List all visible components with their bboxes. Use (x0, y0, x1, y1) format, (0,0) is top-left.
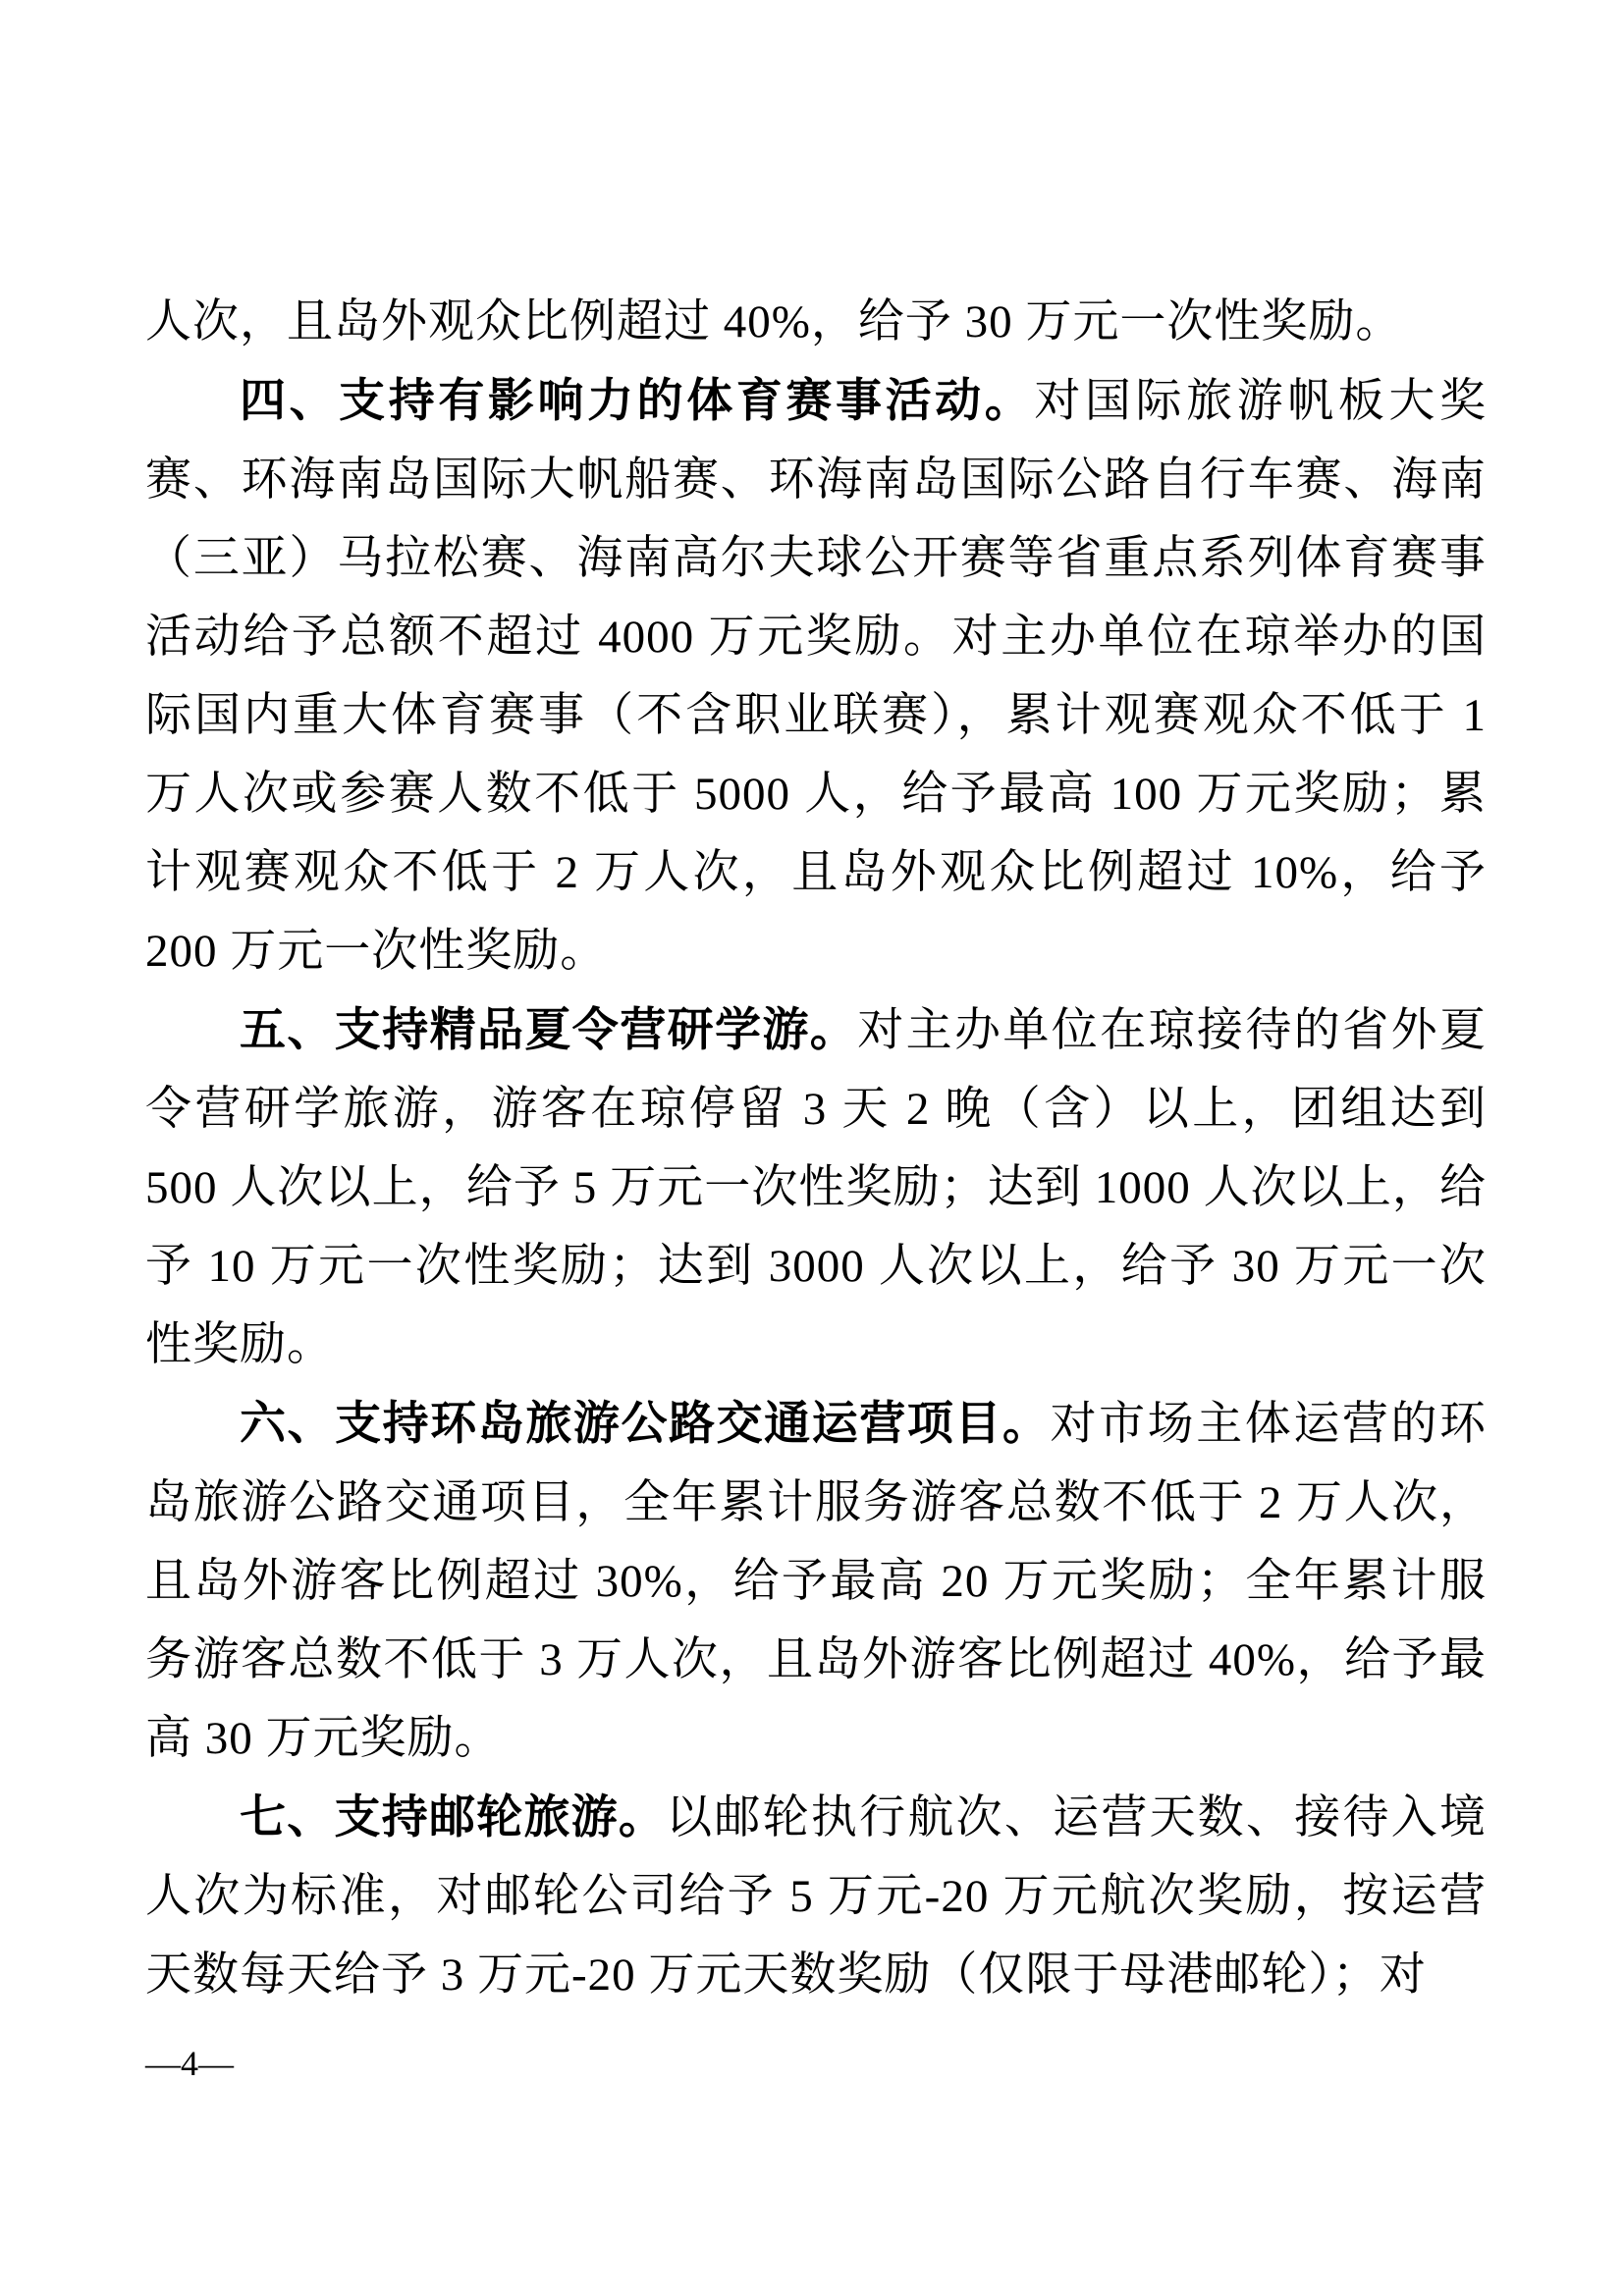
paragraph-item-5 (145, 990, 1487, 1384)
paragraph-heading: 七、支持邮轮旅游。 (240, 1790, 667, 1842)
paragraph-text: 以邮轮执行航次、运营天数、接待入境人次为标准，对邮轮公司给予 5 万元-20 万元航次奖励，按运营天数每天给予 3 万元-20 万元天数奖励（仅限于母港邮轮）；对 (145, 1792, 1488, 2001)
paragraph-heading: 五、支持精品夏令营研学游。 (240, 1003, 858, 1055)
paragraph-item-4 (145, 361, 1487, 990)
paragraph-text: 对主办单位在琼接待的省外夏令营研学旅游，游客在琼停留 3 天 2 晚（含）以上，团组达到 500 人次以上，给予 5 万元一次性奖励；达到 1000 人次以上，给予 10 万元一次性奖励；达到 3000 人次以上，给予 30 万元一次性奖励。 (145, 1005, 1488, 1370)
paragraph-text: 人次，且岛外观众比例超过 40%，给予 30 万元一次性奖励。 (145, 296, 1403, 347)
paragraph-item-6 (145, 1384, 1487, 1778)
paragraph-continuation (145, 283, 1487, 361)
document-body (145, 283, 1487, 2014)
paragraph-text: 对市场主体运营的环岛旅游公路交通项目，全年累计服务游客总数不低于 2 万人次，且岛外游客比例超过 30%，给予最高 20 万元奖励；全年累计服务游客总数不低于 3 万人次，且岛外游客比例超过 40%，给予最高 30 万元奖励。 (145, 1399, 1488, 1764)
paragraph-heading: 六、支持环岛旅游公路交通运营项目。 (240, 1397, 1051, 1449)
paragraph-heading: 四、支持有影响力的体育赛事活动。 (240, 374, 1035, 426)
paragraph-item-7 (145, 1778, 1487, 2014)
paragraph-text: 对国际旅游帆板大奖赛、环海南岛国际大帆船赛、环海南岛国际公路自行车赛、海南（三亚）马拉松赛、海南高尔夫球公开赛等省重点系列体育赛事活动给予总额不超过 4000 万元奖励。对主办单位在琼举办的国际国内重大体育赛事（不含职业联赛），累计观赛观众不低于 1 万人次或参赛人数不低于 5000 人，给予最高 100 万元奖励；累计观赛观众不低于 2 万人次，且岛外观众比例超过 10%，给予 200 万元一次性奖励。 (145, 376, 1488, 977)
page-number: —4— (145, 2044, 234, 2083)
